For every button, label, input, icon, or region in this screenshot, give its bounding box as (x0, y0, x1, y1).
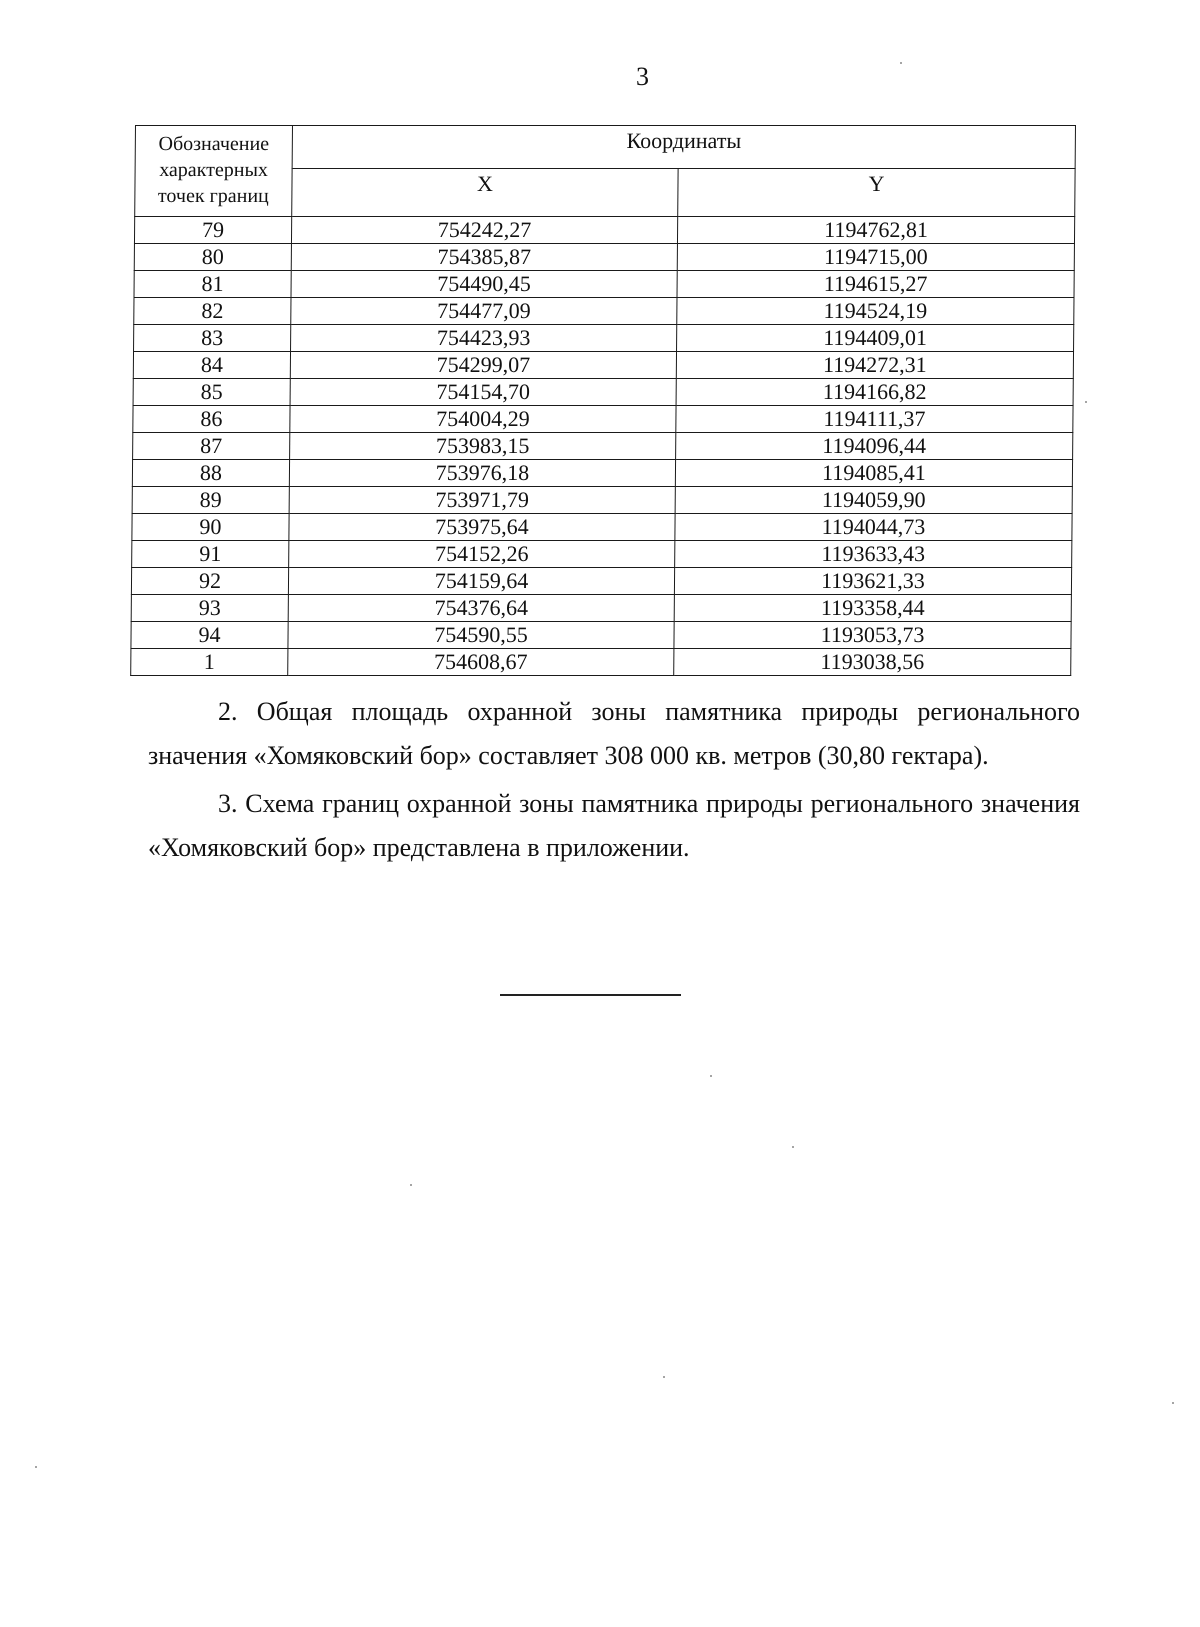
cell-point: 89 (132, 487, 289, 514)
cell-y: 1194409,01 (677, 325, 1074, 352)
cell-x: 754004,29 (290, 406, 676, 433)
cell-x: 754299,07 (290, 352, 676, 379)
cell-y: 1194524,19 (677, 298, 1074, 325)
table-row (134, 244, 1074, 271)
scan-speck (410, 1184, 412, 1186)
cell-y: 1193621,33 (674, 568, 1071, 595)
scan-speck (663, 1376, 665, 1378)
cell-point: 92 (131, 568, 288, 595)
table-row (131, 622, 1071, 649)
cell-y: 1194059,90 (675, 487, 1072, 514)
table-row (134, 271, 1074, 298)
cell-x: 754590,55 (288, 622, 674, 649)
cell-x: 754376,64 (288, 595, 674, 622)
cell-x: 754154,70 (290, 379, 676, 406)
table-row (131, 649, 1071, 676)
cell-y: 1194762,81 (677, 217, 1074, 244)
cell-y: 1193053,73 (674, 622, 1071, 649)
cell-x: 754242,27 (291, 217, 677, 244)
coordinates-table (130, 125, 1076, 676)
end-divider-line (500, 994, 681, 996)
cell-y: 1194044,73 (675, 514, 1072, 541)
paragraph-total-area: 2. Общая площадь охранной зоны памятника природы регионального значения «Хомяковский бор» составляет 308 000 кв. метров (30,80 гектара). (148, 697, 1080, 770)
cell-y: 1193358,44 (674, 595, 1071, 622)
scan-speck (35, 1466, 37, 1468)
scan-speck (1172, 1402, 1174, 1404)
cell-y: 1193633,43 (675, 541, 1072, 568)
cell-y: 1194272,31 (676, 352, 1073, 379)
table-row (132, 514, 1072, 541)
cell-x: 754385,87 (291, 244, 677, 271)
cell-y: 1193038,56 (674, 649, 1071, 676)
cell-x: 753971,79 (289, 487, 675, 514)
scan-speck (900, 62, 902, 64)
cell-y: 1194715,00 (677, 244, 1074, 271)
cell-y: 1194166,82 (676, 379, 1073, 406)
cell-point: 80 (134, 244, 291, 271)
cell-point: 88 (132, 460, 289, 487)
header-x: X (292, 169, 678, 217)
cell-y: 1194615,27 (677, 271, 1074, 298)
cell-point: 94 (131, 622, 288, 649)
table-row (134, 325, 1074, 352)
cell-point: 84 (133, 352, 290, 379)
cell-x: 754477,09 (291, 298, 677, 325)
header-point-designation: Обозначение характерных точек границ (135, 126, 293, 217)
cell-point: 82 (134, 298, 291, 325)
table-row (131, 595, 1071, 622)
table-row (133, 433, 1073, 460)
scan-speck (1085, 401, 1087, 403)
cell-point: 79 (134, 217, 291, 244)
cell-point: 85 (133, 379, 290, 406)
table-row (132, 541, 1072, 568)
table-row (133, 352, 1073, 379)
cell-x: 754423,93 (291, 325, 677, 352)
header-coordinates: Координаты (292, 126, 1075, 169)
paragraph-boundary-scheme: 3. Схема границ охранной зоны памятника природы регионального значения «Хомяковский бор» представлена в приложении. (148, 789, 1080, 862)
cell-point: 93 (131, 595, 288, 622)
cell-x: 753983,15 (290, 433, 676, 460)
cell-x: 754159,64 (288, 568, 674, 595)
table-row (134, 217, 1074, 244)
coordinates-table-container (130, 125, 1075, 676)
cell-point: 91 (132, 541, 289, 568)
table-row (131, 568, 1071, 595)
cell-point: 81 (134, 271, 291, 298)
cell-point: 1 (131, 649, 288, 676)
cell-point: 87 (133, 433, 290, 460)
table-row (132, 460, 1072, 487)
header-y: Y (678, 169, 1075, 217)
table-header-row (135, 126, 1075, 169)
cell-x: 754608,67 (288, 649, 674, 676)
cell-x: 753975,64 (289, 514, 675, 541)
scan-speck (710, 1075, 712, 1077)
table-row (133, 406, 1073, 433)
cell-y: 1194085,41 (675, 460, 1072, 487)
cell-x: 754490,45 (291, 271, 677, 298)
table-row (133, 379, 1073, 406)
table-body (131, 217, 1075, 676)
cell-x: 753976,18 (289, 460, 675, 487)
table-row (134, 298, 1074, 325)
cell-point: 90 (132, 514, 289, 541)
cell-point: 83 (134, 325, 291, 352)
cell-y: 1194096,44 (676, 433, 1073, 460)
cell-y: 1194111,37 (676, 406, 1073, 433)
cell-x: 754152,26 (289, 541, 675, 568)
table-row (132, 487, 1072, 514)
scan-speck (792, 1146, 794, 1148)
page-number: 3 (636, 62, 649, 91)
cell-point: 86 (133, 406, 290, 433)
